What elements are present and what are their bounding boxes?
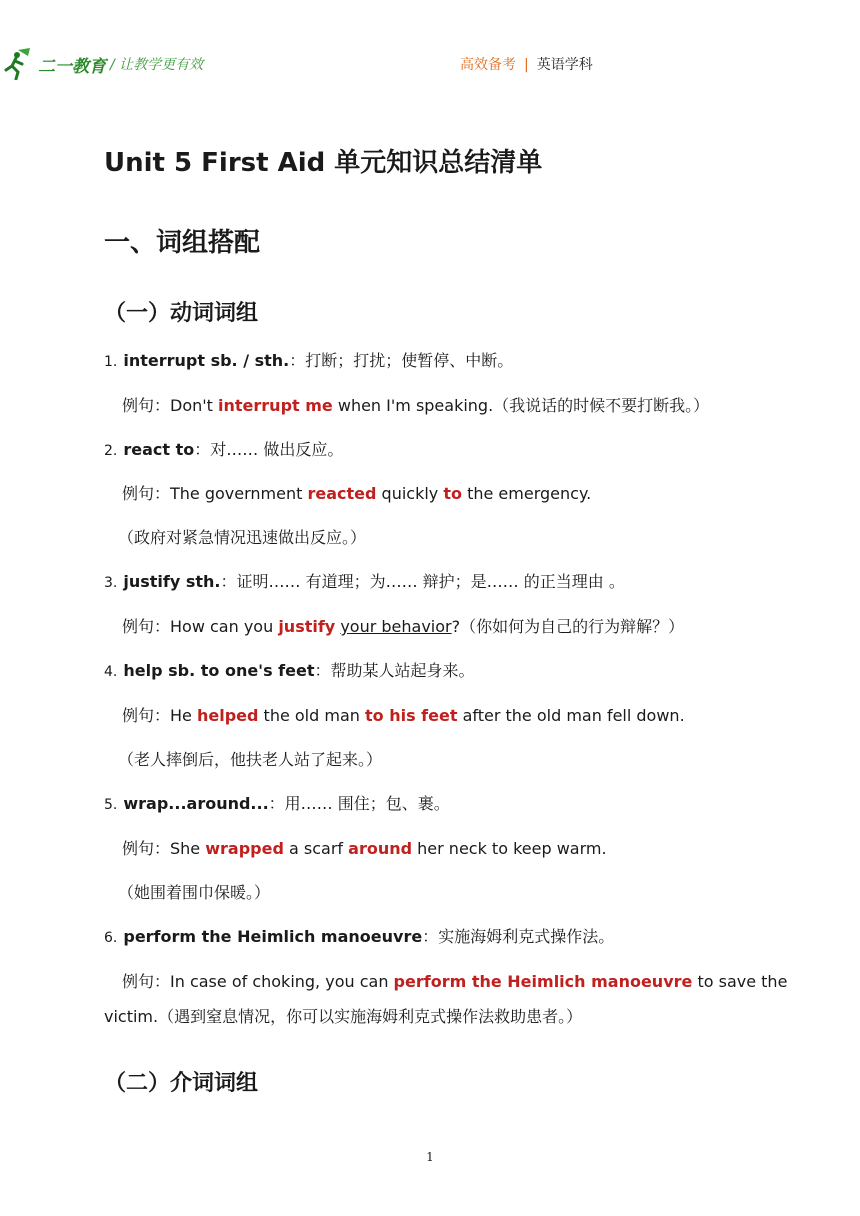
item-5-example: 例句：She wrapped a scarf around her neck to keep warm. bbox=[122, 839, 607, 858]
document-title: Unit 5 First Aid 单元知识总结清单 bbox=[104, 148, 543, 178]
item-4-meaning: ：帮助某人站起身来。 bbox=[314, 661, 475, 680]
brand-name: 二一教育 bbox=[38, 57, 106, 77]
item-4-phrase-line: 4. help sb. to one's feet：帮助某人站起身来。 bbox=[104, 661, 475, 680]
item-3-example: 例句：How can you justify your behavior?（你如何为自己的行为辩解？） bbox=[122, 617, 685, 636]
item-1-meaning: ：打断；打扰；使暂停、中断。 bbox=[289, 351, 514, 370]
subsection-heading-prep: （二）介词词组 bbox=[104, 1071, 259, 1096]
header-subject: 英语学科 bbox=[536, 57, 593, 73]
brand-slogan: / 让教学更有效 bbox=[110, 57, 204, 73]
page-header bbox=[0, 44, 860, 84]
item-3-meaning: ：证明…… 有道理；为…… 辩护；是…… 的正当理由 。 bbox=[220, 572, 625, 591]
item-5-meaning: ：用…… 围住；包、裹。 bbox=[268, 794, 450, 813]
item-1-example: 例句：Don't interrupt me when I'm speaking.（我说话的时候不要打断我。） bbox=[122, 396, 710, 415]
item-2-phrase: react to bbox=[123, 440, 195, 459]
item-2-example-translation: （政府对紧急情况迅速做出反应。） bbox=[118, 528, 367, 547]
item-2-example: 例句：The government reacted quickly to the emergency. bbox=[122, 484, 592, 503]
item-3-phrase: justify sth. bbox=[123, 572, 221, 591]
item-2-phrase-line: 2. react to：对…… 做出反应。 bbox=[104, 440, 344, 459]
item-1-phrase: interrupt sb. / sth. bbox=[123, 351, 290, 370]
subsection-heading-verb: （一）动词词组 bbox=[104, 301, 259, 326]
item-5-phrase-line: 5. wrap...around...：用…… 围住；包、裹。 bbox=[104, 794, 450, 813]
item-5-example-translation: （她围着围巾保暖。） bbox=[118, 883, 271, 902]
page-number: 1 bbox=[426, 1150, 434, 1164]
item-6-example-continuation: victim.（遇到窒息情况，你可以实施海姆利克式操作法救助患者。） bbox=[104, 1007, 583, 1026]
item-4-phrase: help sb. to one's feet bbox=[123, 661, 315, 680]
item-6-meaning: ：实施海姆利克式操作法。 bbox=[422, 927, 615, 946]
section-heading-1: 一、词组搭配 bbox=[104, 228, 261, 258]
item-1-phrase-line: 1. interrupt sb. / sth.：打断；打扰；使暂停、中断。 bbox=[104, 351, 514, 370]
item-4-example-translation: （老人摔倒后，他扶老人站了起来。） bbox=[118, 750, 383, 769]
header-separator: | bbox=[524, 57, 529, 73]
header-subtitle: 高效备考 bbox=[460, 57, 516, 73]
item-6-example: 例句：In case of choking, you can perform the Heimlich manoeuvre to save the bbox=[122, 972, 788, 991]
header-right bbox=[460, 54, 593, 74]
item-6-phrase-line: 6. perform the Heimlich manoeuvre：实施海姆利克式操作法。 bbox=[104, 927, 615, 946]
item-3-phrase-line: 3. justify sth.：证明…… 有道理；为…… 辩护；是…… 的正当理由 。 bbox=[104, 572, 625, 591]
item-2-meaning: ：对…… 做出反应。 bbox=[194, 440, 344, 459]
item-4-example: 例句：He helped the old man to his feet after the old man fell down. bbox=[122, 706, 685, 725]
item-6-phrase: perform the Heimlich manoeuvre bbox=[123, 927, 423, 946]
item-5-phrase: wrap...around... bbox=[123, 794, 269, 813]
